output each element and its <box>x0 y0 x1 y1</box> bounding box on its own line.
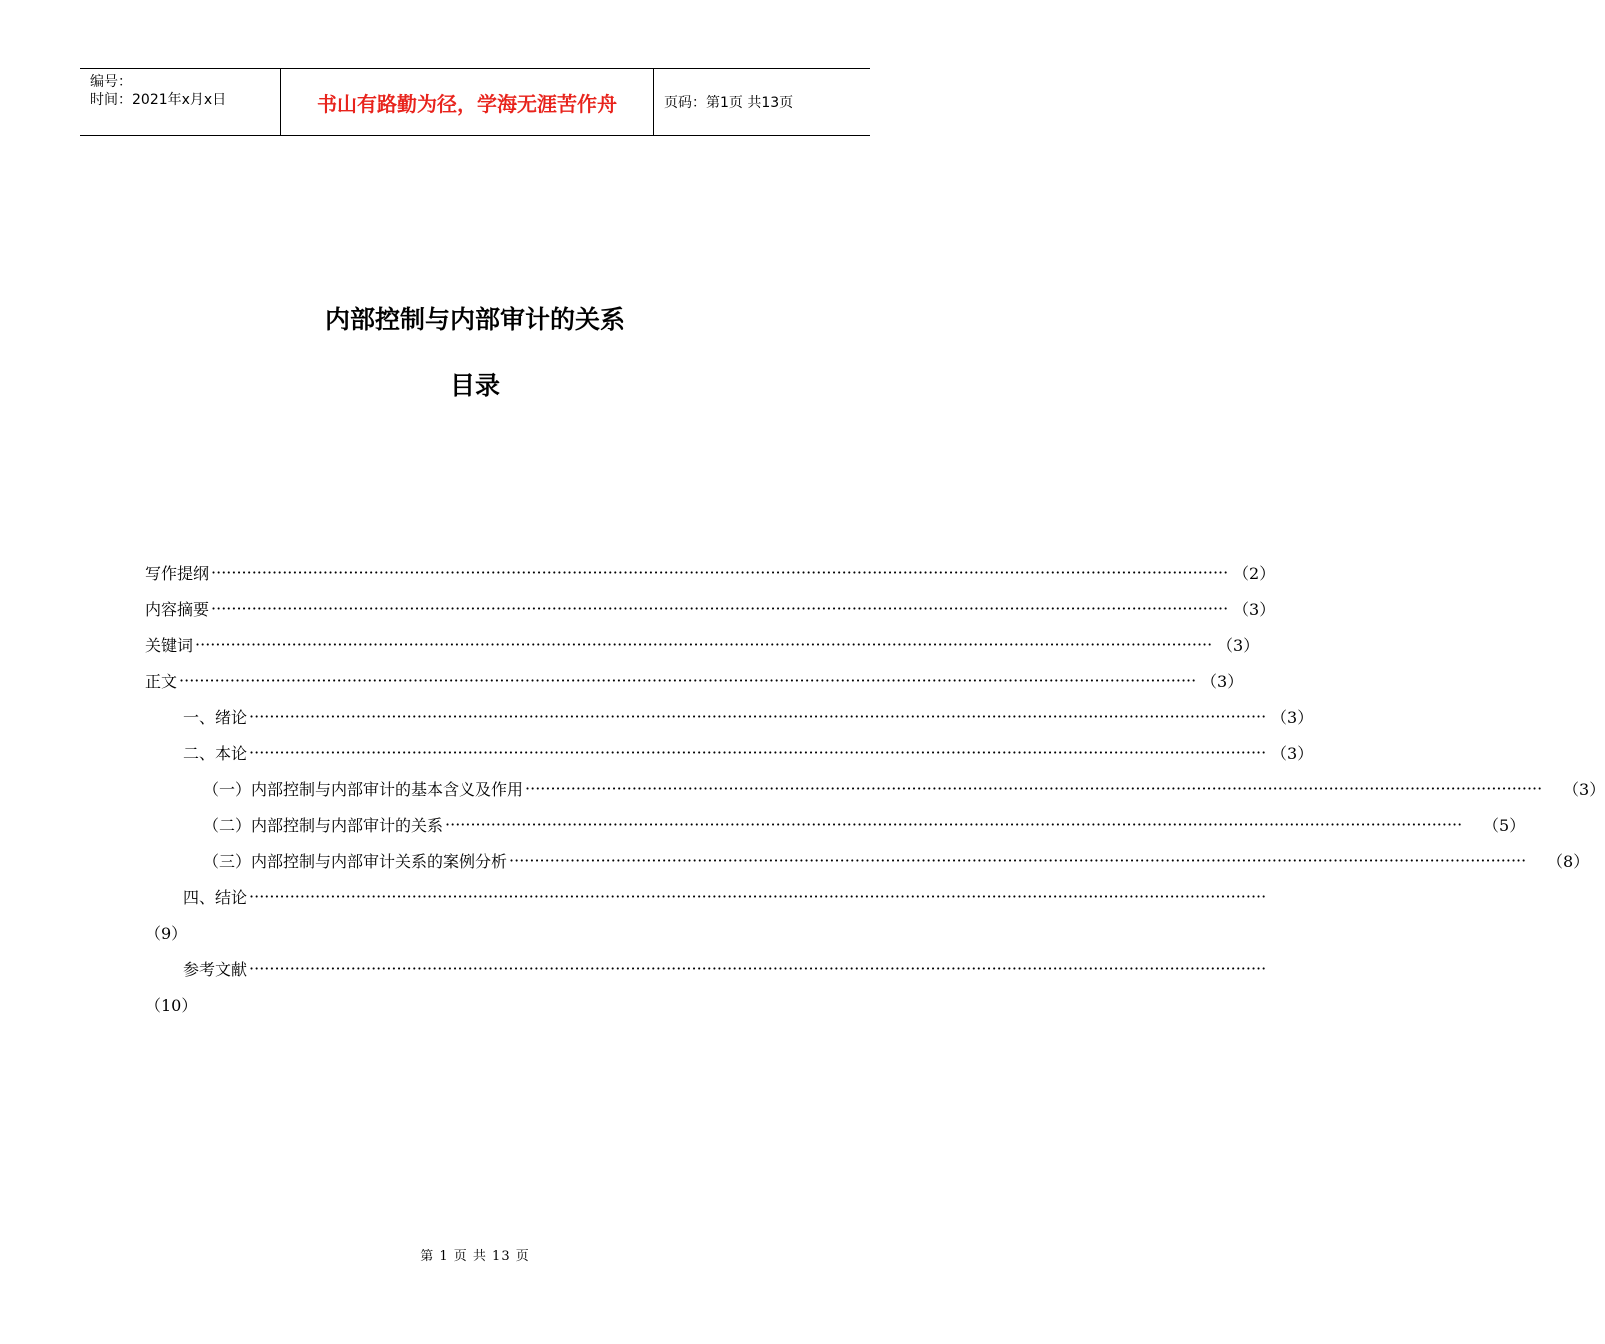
toc-entry-label: 内容摘要 <box>145 599 210 619</box>
toc-entry-section-1[interactable] <box>145 770 1605 806</box>
toc-leader-dots: ········································································································································································································ <box>509 850 1527 870</box>
header-meta <box>80 69 281 135</box>
table-of-contents <box>145 554 1605 1022</box>
toc-entry-page: （3） <box>1233 599 1276 619</box>
toc-entry-page: （3） <box>1271 743 1314 763</box>
toc-leader-dots: ········································································································································································································ <box>195 634 1213 654</box>
toc-entry-label: 一、绪论 <box>183 707 248 727</box>
toc-entry-label: 写作提纲 <box>145 563 210 583</box>
toc-entry-introduction[interactable] <box>145 698 1314 734</box>
toc-leader-dots: ········································································································································································································ <box>249 886 1267 906</box>
toc-entry-section-3[interactable] <box>145 842 1590 878</box>
toc-entry-page: （8） <box>1547 851 1590 871</box>
toc-entry-abstract[interactable] <box>145 590 1276 626</box>
header-motto: 书山有路勤为径，学海无涯苦作舟 <box>281 69 654 135</box>
toc-entry-outline[interactable] <box>145 554 1276 590</box>
toc-leader-dots: ········································································································································································································ <box>179 670 1197 690</box>
toc-entry-page: （3） <box>1563 779 1605 799</box>
toc-entry-label: 参考文献 <box>183 959 248 979</box>
toc-entry-page: （3） <box>1217 635 1260 655</box>
toc-leader-dots: ········································································································································································································ <box>445 814 1463 834</box>
toc-leader-dots: ········································································································································································································ <box>211 598 1229 618</box>
page-footer: 第 1 页 共 13 页 <box>420 1249 530 1264</box>
toc-entry-main-discussion[interactable] <box>145 734 1314 770</box>
toc-entry-label: 二、本论 <box>183 743 248 763</box>
toc-leader-dots: ········································································································································································································ <box>249 742 1267 762</box>
toc-entry-page: （2） <box>1233 563 1276 583</box>
toc-entry-label: 四、结论 <box>183 887 248 907</box>
toc-entry-page: （3） <box>1271 707 1314 727</box>
header-page-info: 页码：第1页 共13页 <box>664 95 794 111</box>
toc-entry-page: （5） <box>1483 815 1526 835</box>
toc-entry-body[interactable] <box>145 662 1244 698</box>
document-title: 内部控制与内部审计的关系 <box>324 305 625 334</box>
toc-entry-page-wrapped: （10） <box>145 995 198 1015</box>
toc-leader-dots: ········································································································································································································ <box>249 958 1267 978</box>
toc-entry-section-2[interactable] <box>145 806 1526 842</box>
toc-entry-label: 正文 <box>145 671 178 691</box>
toc-entry-keywords[interactable] <box>145 626 1260 662</box>
toc-entry-label: （二）内部控制与内部审计的关系 <box>203 815 444 835</box>
document-time-label: 时间：2021年x月x日 <box>90 92 227 108</box>
toc-entry-label: （三）内部控制与内部审计关系的案例分析 <box>203 851 508 871</box>
toc-entry-conclusion[interactable] <box>145 878 1267 914</box>
toc-leader-dots: ········································································································································································································ <box>249 706 1267 726</box>
toc-entry-label: （一）内部控制与内部审计的基本含义及作用 <box>203 779 524 799</box>
toc-entry-references[interactable] <box>145 950 1267 986</box>
toc-leader-dots: ········································································································································································································ <box>525 778 1543 798</box>
toc-entry-page-wrapped: （9） <box>145 923 188 943</box>
toc-entry-page: （3） <box>1201 671 1244 691</box>
toc-entry-label: 关键词 <box>145 635 194 655</box>
document-number-label: 编号： <box>90 74 132 90</box>
toc-heading: 目录 <box>449 371 500 400</box>
page-header <box>80 68 870 136</box>
toc-leader-dots: ········································································································································································································ <box>211 562 1229 582</box>
